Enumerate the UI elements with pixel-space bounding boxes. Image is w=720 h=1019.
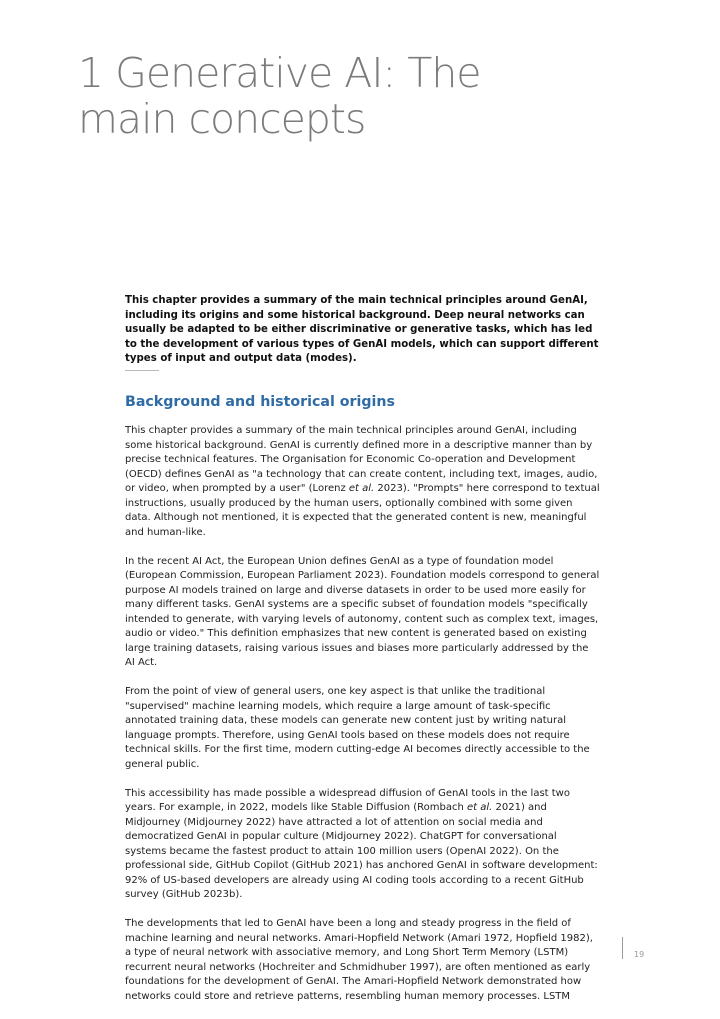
section-divider bbox=[125, 370, 159, 371]
paragraph-2: In the recent AI Act, the European Union defines GenAI as a type of foundation model (European Commission, European Parliament 2023). Foundation models correspond to general purpose AI models trained on large and diverse datasets in order to be used more easily for many different tasks. GenAI systems are a specific subset of foundation models "specifically intended to generate, with varying levels of autonomy, content such as complex text, images, audio or video." This definition emphasizes that new content is generated based on existing large training datasets, raising various issues and biases more particularly addressed by the AI Act. bbox=[125, 555, 600, 668]
paragraph-1-et-al: et al. bbox=[348, 483, 375, 494]
chapter-abstract: This chapter provides a summary of the main technical principles around GenAI, including its origins and some historical background. Deep neural networks can usually be adapted to be either discriminative or generative tasks, which has led to the development of various types of GenAI models, which can support different types of input and output data (modes). bbox=[125, 295, 599, 365]
paragraph-4-part-b: 2021) and Midjourney (Midjourney 2022) have attracted a lot of attention on social media and democratized GenAI in popular culture (Midjourney 2022). ChatGPT for conversational systems became the fastest product to attain 100 million users (OpenAI 2022). On the professional side, GitHub Copilot (GitHub 2021) has anchored GenAI in software development: 92% of US-based developers are already using AI coding tools according to a recent GitHub survey (GitHub 2023b). bbox=[125, 802, 598, 900]
paragraph-1-part-a: This chapter provides a summary of the main technical principles around GenAI, including some historical background. GenAI is currently defined more in a descriptive manner than by precise technical features. The Organisation for Economic Co-operation and Development (OECD) defines GenAI as "a technology that can create content, including text, images, audio, or video, when prompted by a user" (Lorenz bbox=[125, 425, 598, 494]
paragraph-5: The developments that led to GenAI have been a long and steady progress in the field of machine learning and neural networks. Amari-Hopfield Network (Amari 1972, Hopfield 1982), a type of neural network with associative memory, and Long Short Term Memory (LSTM) recurrent neural networks (Hochreiter and Schmidhuber 1997), are often mentioned as early foundations for the development of GenAI. The Amari-Hopfield Network demonstrated how networks could store and retrieve patterns, resembling human memory processes. LSTM bbox=[125, 918, 593, 1002]
paragraph-3: From the point of view of general users, one key aspect is that unlike the traditional "supervised" machine learning models, which require a large amount of task-specific annotated training data, these models can generate new content just by writing natural language prompts. Therefore, using GenAI tools based on these models does not require technical skills. For the first time, modern cutting-edge AI becomes directly accessible to the general public. bbox=[125, 686, 590, 770]
page-number: 19 bbox=[634, 950, 645, 959]
body-text bbox=[125, 424, 601, 1019]
paragraph-4-part-a: This accessibility has made possible a widespread diffusion of GenAI tools in the last two years. For example, in 2022, models like Stable Diffusion (Rombach bbox=[125, 787, 570, 813]
paragraph-1-part-b: 2023). "Prompts" here correspond to textual instructions, usually produced by the human users, optionally combined with some given data. Although not mentioned, it is expected that the generated content is new, meaningful and human-like. bbox=[125, 483, 600, 538]
paragraph-1 bbox=[125, 424, 601, 540]
section-heading: Background and historical origins bbox=[125, 394, 395, 410]
paragraph-4 bbox=[125, 787, 601, 903]
page-marker-line bbox=[622, 937, 623, 959]
paragraph-4-et-al: et al. bbox=[466, 802, 493, 813]
chapter-title: 1 Generative AI: The main concepts bbox=[78, 49, 481, 143]
